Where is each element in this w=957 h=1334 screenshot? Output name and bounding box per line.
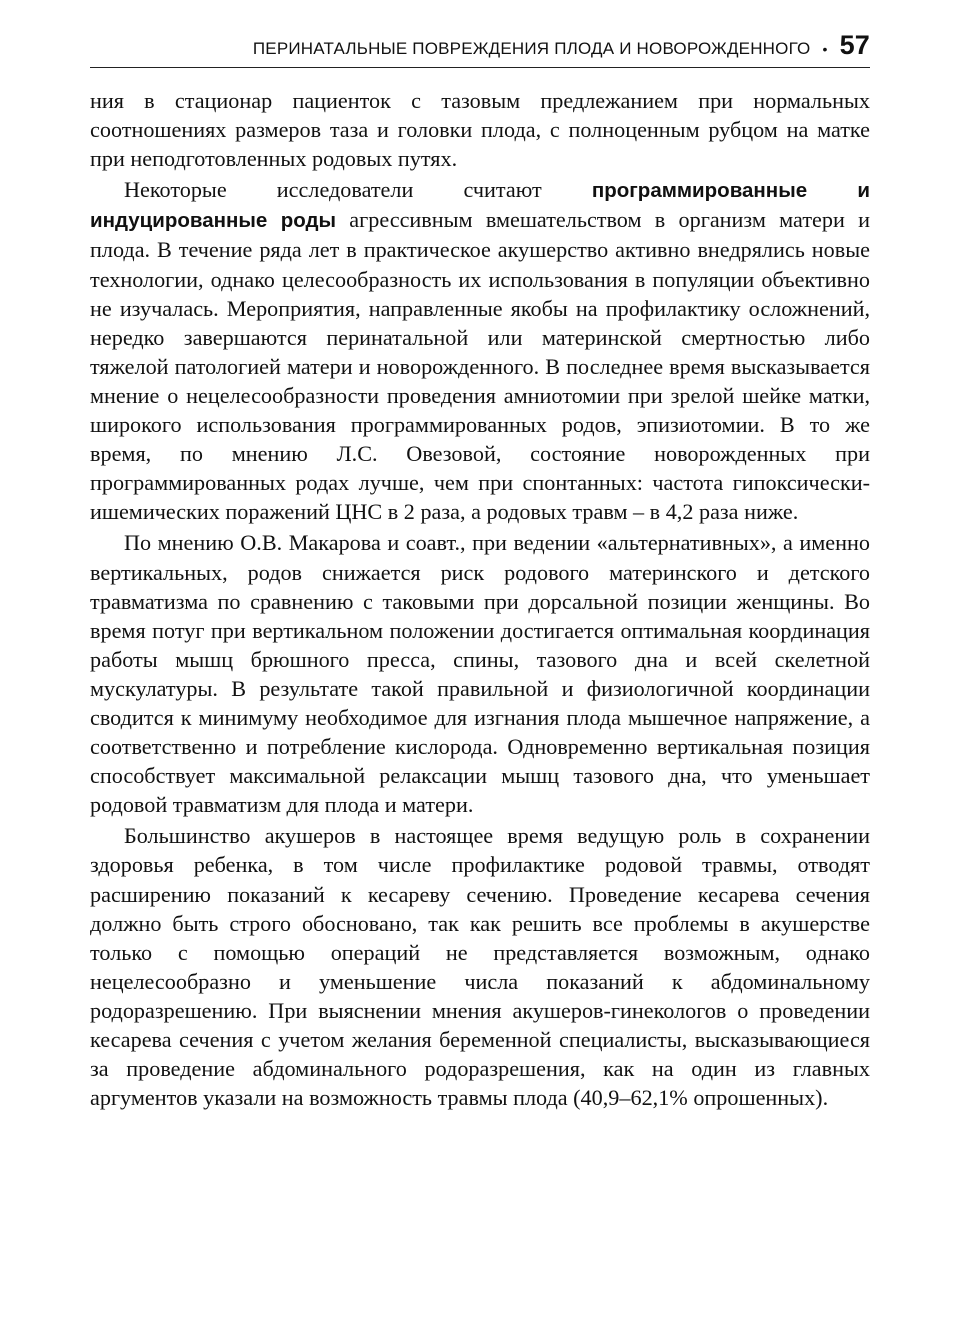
header-bullet: • <box>822 41 828 57</box>
paragraph-2-start: Некоторые исследователи считают <box>124 177 592 203</box>
body-text <box>90 86 870 1112</box>
paragraph-2-rest: агрессивным вмешательством в организм матери и плода. В течение ряда лет в практическое акушерство активно внедрялись новые технологии, однако целесообразность их использования в популяции объективно не изучалась. Мероприятия, направленные якобы на профилактику осложнений, нередко завершаются перинатальной или материнской смертностью либо тяжелой патологией матери и новорожденного. В последнее время высказывается мнение о нецелесообразности проведения амниотомии при зрелой шейке матки, широкого использования программированных родов, эпизиотомии. В то же время, по мнению Л.С. Овезовой, состояние новорожденных при программированных родах лучше, чем при спонтанных: частота гипоксически-ишемических поражений ЦНС в 2 раза, а родовых травм – в 4,2 раза ниже. <box>90 207 870 525</box>
paragraph-1: ния в стационар пациенток с тазовым предлежанием при нормальных соотношениях размеров таза и головки плода, с полноценным рубцом на матке при неподготовленных родовых путях. <box>90 88 870 172</box>
running-title: ПЕРИНАТАЛЬНЫЕ ПОВРЕЖДЕНИЯ ПЛОДА И НОВОРОЖДЕННОГО <box>252 39 811 58</box>
book-page <box>90 30 870 1114</box>
paragraph-2-bold-term: программированные и индуцированные роды <box>90 179 870 233</box>
page-number: 57 <box>839 30 870 60</box>
running-header <box>90 30 870 68</box>
paragraph-2 <box>90 175 870 526</box>
paragraph-3: По мнению О.В. Макарова и соавт., при ведении «альтернативных», а именно вертикальных, родов снижается риск родового материнского и детского травматизма по сравнению с таковыми при дорсальной позиции женщины. Во время потуг при вертикальном положении достигается оптимальная координация работы мышц брюшного пресса, спины, тазового дна и всей скелетной мускулатуры. В результате такой правильной и физиологичной координации сводится к минимуму необходимое для изгнания плода мышечное напряжение, а соответственно и потребление кислорода. Одновременно вертикальная позиция способствует максимальной релаксации мышц тазового дна, что уменьшает родовой травматизм для плода и матери. <box>90 530 870 818</box>
paragraph-4: Большинство акушеров в настоящее время ведущую роль в сохранении здоровья ребенка, в том числе профилактике родовой травмы, отводят расширению показаний к кесареву сечению. Проведение кесарева сечения должно быть строго обосновано, так как решить все проблемы в акушерстве только с помощью операций не представляется возможным, однако нецелесообразно и уменьшение числа показаний к абдоминальному родоразрешению. При выяснении мнения акушеров-гинекологов о проведении кесарева сечения с учетом желания беременной специалисты, высказывающиеся за проведение абдоминального родоразрешения, как на один из главных аргументов указали на возможность травмы плода (40,9–62,1% опрошенных). <box>90 823 870 1111</box>
